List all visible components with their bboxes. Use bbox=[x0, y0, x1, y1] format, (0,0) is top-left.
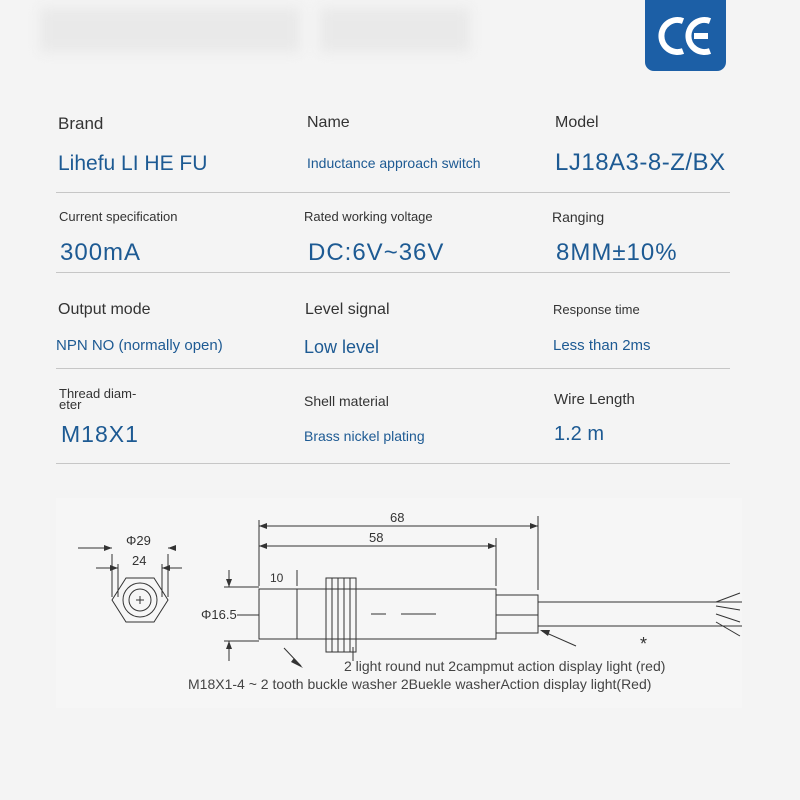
ce-mark-icon bbox=[656, 14, 716, 58]
current-value: 300mA bbox=[60, 239, 142, 266]
dim-24: 24 bbox=[132, 553, 147, 568]
name-label: Name bbox=[307, 114, 350, 131]
output-label: Output mode bbox=[58, 301, 151, 318]
output-value: NPN NO (normally open) bbox=[56, 337, 223, 354]
nut-caption: 2 light round nut 2campmut action display light (red) bbox=[344, 658, 666, 674]
current-label: Current specification bbox=[59, 209, 178, 224]
wire-label: Wire Length bbox=[554, 391, 635, 408]
model-label: Model bbox=[555, 114, 599, 131]
blurred-header-right bbox=[320, 8, 470, 52]
dim-10: 10 bbox=[270, 571, 284, 585]
thread-label-line-1: Thread diam- bbox=[59, 386, 137, 401]
spec-row-1 bbox=[56, 104, 730, 193]
brand-label: Brand bbox=[58, 114, 104, 133]
brand-value: Lihefu LI HE FU bbox=[58, 152, 208, 175]
ranging-value: 8MM±10% bbox=[556, 239, 678, 266]
blurred-header-left bbox=[40, 8, 300, 52]
dim-68: 68 bbox=[390, 510, 405, 525]
shell-value: Brass nickel plating bbox=[304, 428, 425, 444]
thread-label bbox=[59, 388, 136, 410]
voltage-label: Rated working voltage bbox=[304, 209, 433, 224]
dim-58: 58 bbox=[369, 530, 384, 545]
voltage-value: DC:6V~36V bbox=[308, 239, 445, 266]
spec-row-3 bbox=[56, 273, 730, 369]
level-label: Level signal bbox=[305, 301, 390, 318]
dim-phi16-5: Φ16.5 bbox=[201, 607, 237, 622]
level-value: Low level bbox=[304, 337, 380, 357]
ce-mark-badge bbox=[645, 0, 726, 71]
asterisk-mark: * bbox=[640, 634, 648, 654]
front-view bbox=[78, 548, 182, 622]
response-label: Response time bbox=[553, 302, 640, 317]
spec-row-4 bbox=[56, 369, 730, 464]
response-value: Less than 2ms bbox=[553, 337, 651, 354]
dim-phi29: Φ29 bbox=[126, 533, 151, 548]
thread-caption: M18X1-4 ~ 2 tooth buckle washer 2Buekle washerAction display light(Red) bbox=[188, 676, 652, 692]
specification-table bbox=[56, 104, 730, 464]
wire-value: 1.2 m bbox=[554, 423, 605, 445]
spec-row-2 bbox=[56, 193, 730, 273]
thread-label-line-2: eter bbox=[59, 397, 82, 412]
model-value: LJ18A3-8-Z/BX bbox=[555, 149, 726, 176]
shell-label: Shell material bbox=[304, 393, 389, 409]
thread-value: M18X1 bbox=[61, 421, 139, 447]
ranging-label: Ranging bbox=[552, 209, 605, 225]
name-value: Inductance approach switch bbox=[307, 155, 481, 171]
sensor-side-view bbox=[224, 516, 742, 666]
